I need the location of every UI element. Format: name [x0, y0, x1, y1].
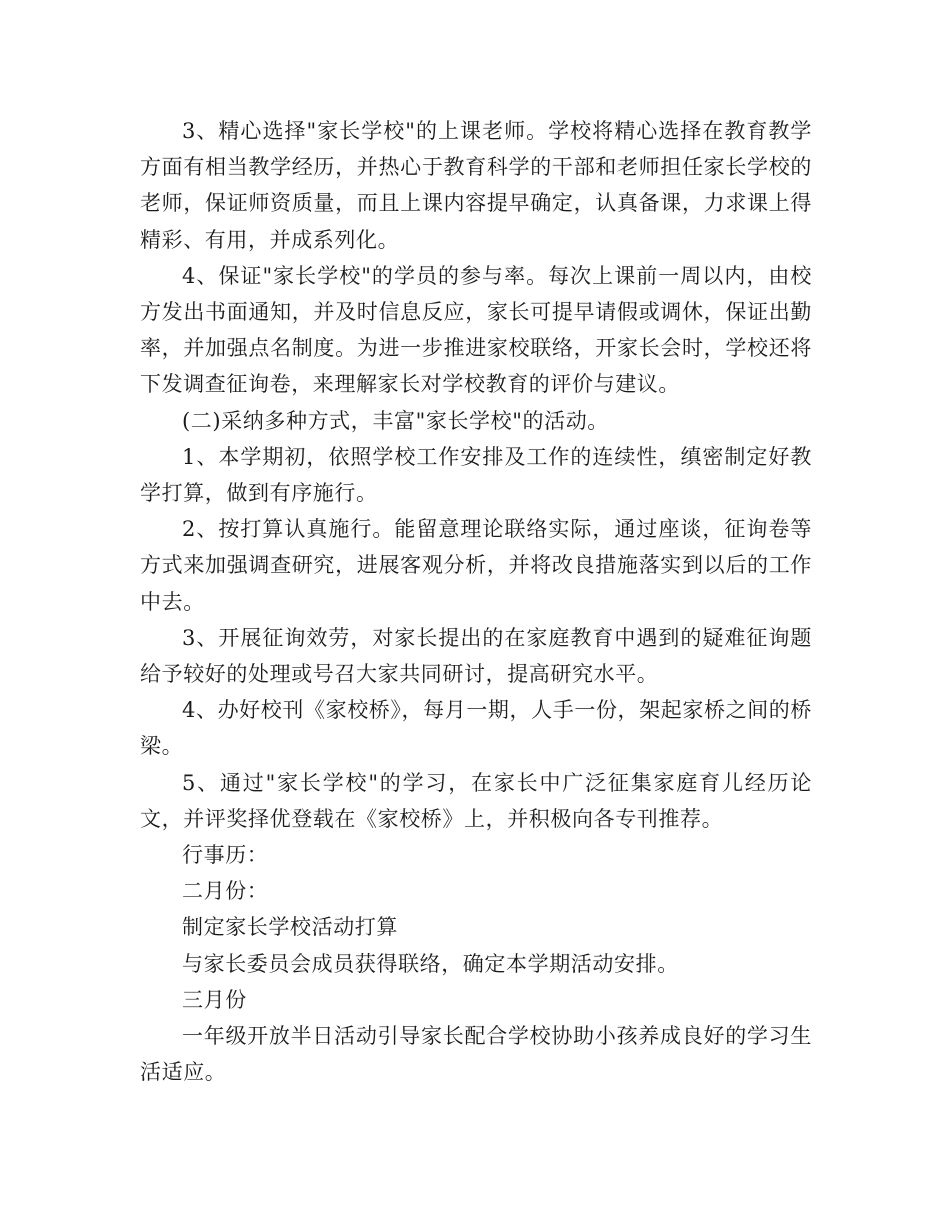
heading-march: 三月份	[182, 987, 247, 1012]
paragraph-essay-collection: 5、通过"家长学校"的学习，在家长中广泛征集家庭育儿经历论文，并评奖择优登载在《家校桥》上，并积极向各专刊推荐。	[140, 770, 812, 831]
paragraph-implementation: 2、按打算认真施行。能留意理论联络实际，通过座谈，征询卷等方式来加强调查研究，进展客观分析，并将改良措施落实到以后的工作中去。	[140, 517, 812, 614]
heading-february: 二月份：	[182, 879, 269, 904]
paragraph-semester-plan: 1、本学期初，依照学校工作安排及工作的连续性，缜密制定好教学打算，做到有序施行。	[140, 444, 812, 506]
item-february-plan: 制定家长学校活动打算	[182, 915, 398, 940]
paragraph-school-journal: 4、办好校刊《家校桥》，每月一期，人手一份，架起家桥之间的桥梁。	[140, 698, 812, 759]
paragraph-consulting-service: 3、开展征询效劳，对家长提出的在家庭教育中遇到的疑难征询题给予较好的处理或号召大家共同研讨，提高研究水平。	[140, 625, 812, 687]
paragraph-participation-rate: 4、保证"家长学校"的学员的参与率。每次上课前一周以内，由校方发出书面通知，并及时信息反应，家长可提早请假或调休，保证出勤率，并加强点名制度。为进一步推进家校联络，开家长会时，学校还将下发调查征询卷，来理解家长对学校教育的评价与建议。	[140, 263, 812, 397]
item-march-open-day: 一年级开放半日活动引导家长配合学校协助小孩养成良好的学习生活适应。	[140, 1024, 812, 1085]
item-february-committee: 与家长委员会成员获得联络，确定本学期活动安排。	[182, 951, 679, 976]
document-body	[140, 113, 812, 1090]
heading-calendar: 行事历：	[182, 843, 269, 868]
section-heading-activities: (二)采纳多种方式，丰富"家长学校"的活动。	[182, 408, 609, 433]
paragraph-teacher-selection: 3、精心选择"家长学校"的上课老师。学校将精心选择在教育教学方面有相当教学经历，并热心于教育科学的干部和老师担任家长学校的老师，保证师资质量，而且上课内容提早确定，认真备课，力求课上得精彩、有用，并成系列化。	[140, 119, 812, 252]
